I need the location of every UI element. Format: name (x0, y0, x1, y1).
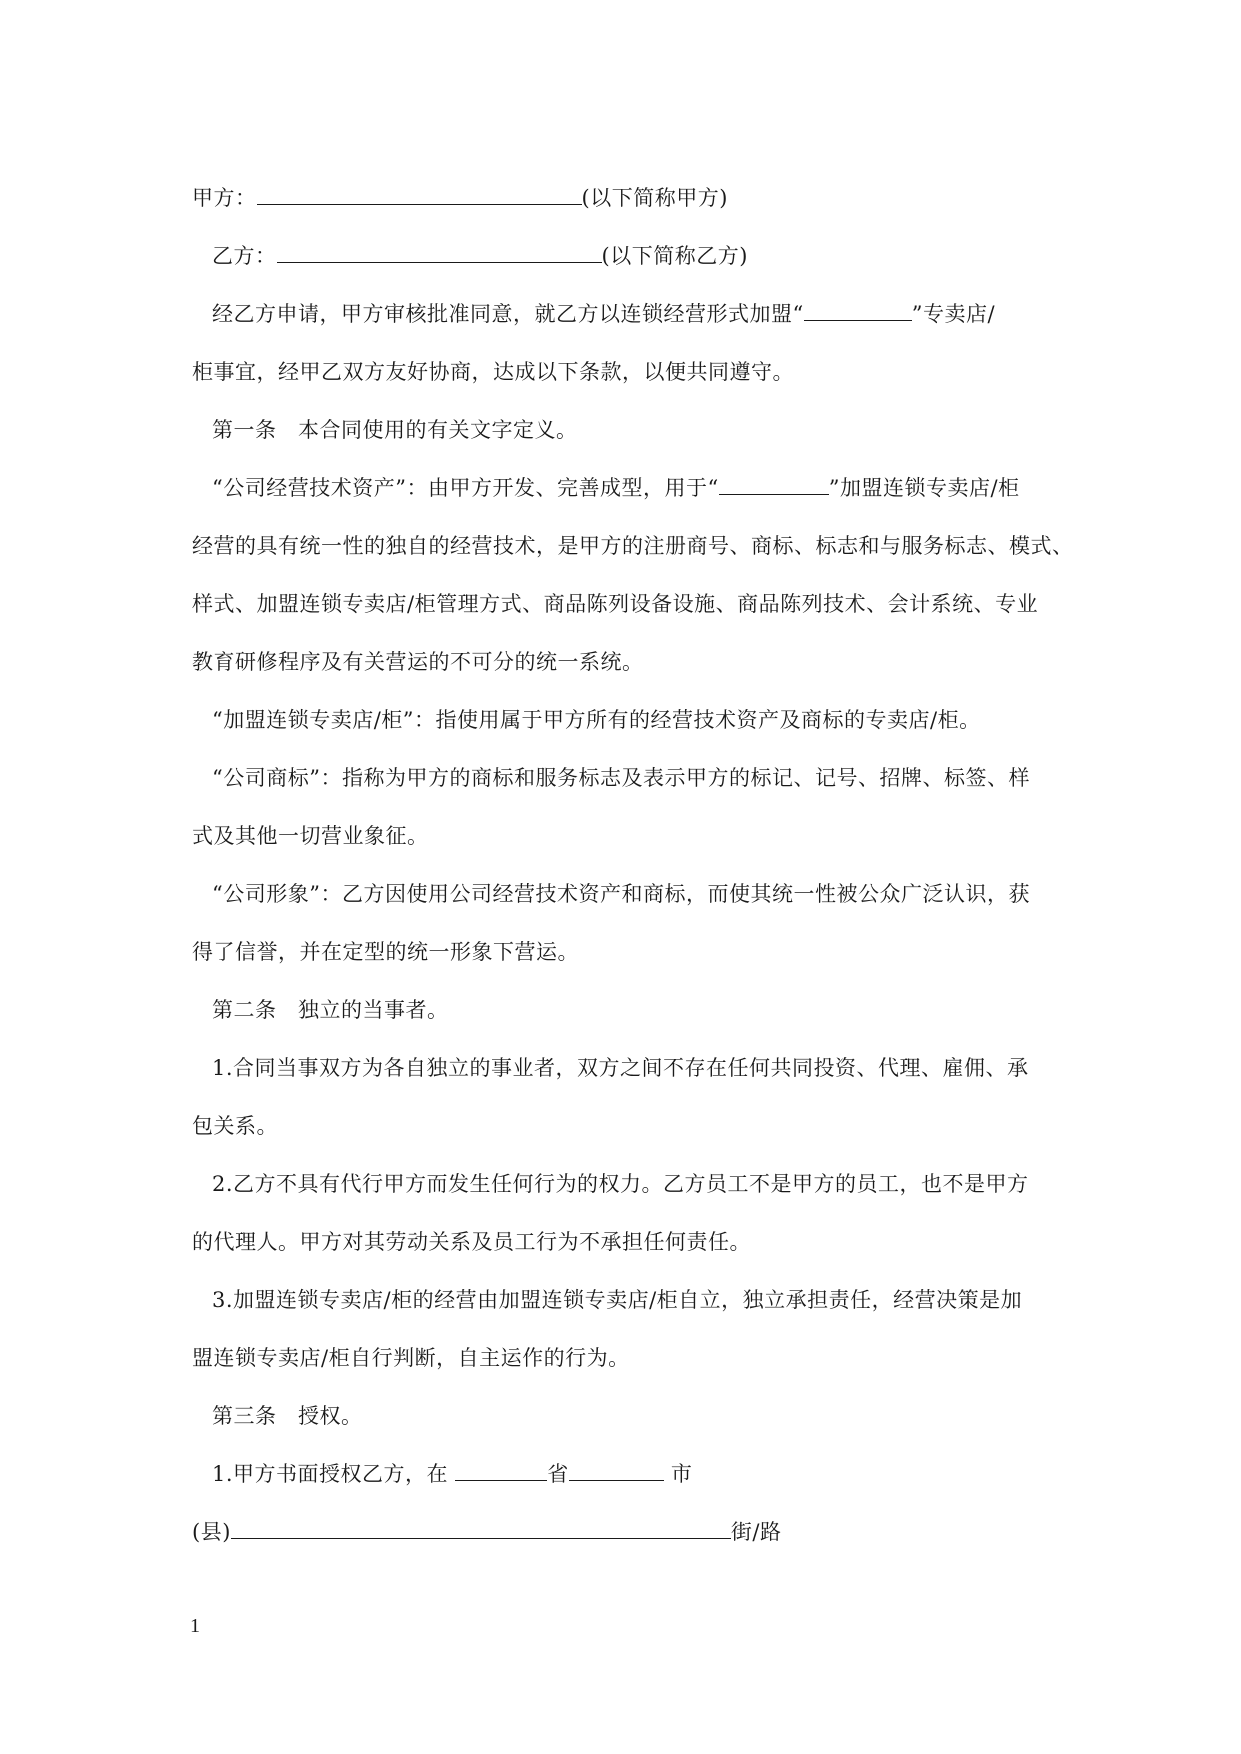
definition-1-line-1 (192, 459, 1052, 517)
party-b-line (192, 227, 1052, 285)
definition-3-line-1: “公司商标”：指称为甲方的商标和服务标志及表示甲方的标记、记号、招牌、标签、样 (212, 766, 1030, 790)
street-label: 街/路 (730, 1520, 782, 1544)
province-label: 省 (547, 1462, 569, 1486)
party-a-blank (257, 182, 582, 205)
definition-2: “加盟连锁专卖店/柜”：指使用属于甲方所有的经营技术资产及商标的专卖店/柜。 (212, 708, 981, 732)
region-blank (455, 1458, 547, 1481)
address-blank (231, 1516, 731, 1539)
brand-blank (804, 298, 912, 321)
definition-1-line-4: 教育研修程序及有关营运的不可分的统一系统。 (192, 650, 644, 674)
definition-1-line-2: 经营的具有统一性的独自的经营技术，是甲方的注册商号、商标、标志和与服务标志、模式、 (192, 534, 1074, 558)
article-3-item-1-line-2 (192, 1503, 1052, 1561)
party-b-suffix: (以下简称乙方) (601, 244, 748, 268)
article-2-item-2-line-2: 的代理人。甲方对其劳动关系及员工行为不承担任何责任。 (192, 1230, 751, 1254)
definition-1-end: ”加盟连锁专卖店/柜 (828, 476, 1020, 500)
contract-body (192, 169, 1074, 1561)
party-a-suffix: (以下简称甲方) (581, 186, 728, 210)
party-b-blank (277, 240, 602, 263)
county-label: (县) (192, 1520, 231, 1544)
intro-line-2: 柜事宜，经甲乙双方友好协商，达成以下条款，以便共同遵守。 (192, 360, 794, 384)
definition-4-line-1: “公司形象”：乙方因使用公司经营技术资产和商标，而使其统一性被公众广泛认识，获 (212, 882, 1030, 906)
article-2-item-1-line-1: 1.合同当事双方为各自独立的事业者，双方之间不存在任何共同投资、代理、雇佣、承 (212, 1056, 1029, 1080)
definition-brand-blank (719, 472, 829, 495)
intro-text-start: 经乙方申请，甲方审核批准同意，就乙方以连锁经营形式加盟“ (212, 302, 804, 326)
page-number: 1 (190, 1615, 200, 1637)
authorization-text: 1.甲方书面授权乙方，在 (212, 1462, 456, 1486)
definition-3-line-2: 式及其他一切营业象征。 (192, 824, 429, 848)
party-b-label: 乙方： (212, 244, 277, 268)
article-2-item-3-line-2: 盟连锁专卖店/柜自行判断，自主运作的行为。 (192, 1346, 630, 1370)
definition-1-line-3: 样式、加盟连锁专卖店/柜管理方式、商品陈列设备设施、商品陈列技术、会计系统、专业 (192, 592, 1039, 616)
article-2-item-3-line-1: 3.加盟连锁专卖店/柜的经营由加盟连锁专卖店/柜自立，独立承担责任，经营决策是加 (212, 1288, 1023, 1312)
article-2-item-2-line-1: 2.乙方不具有代行甲方而发生任何行为的权力。乙方员工不是甲方的员工，也不是甲方 (212, 1172, 1029, 1196)
article-1-heading: 第一条 本合同使用的有关文字定义。 (212, 418, 578, 442)
article-3-item-1-line-1 (192, 1445, 1052, 1503)
definition-1-start: “公司经营技术资产”：由甲方开发、完善成型，用于“ (212, 476, 719, 500)
intro-line-1 (192, 285, 1052, 343)
article-2-heading: 第二条 独立的当事者。 (212, 998, 449, 1022)
province-blank (569, 1458, 664, 1481)
definition-4-line-2: 得了信誉，并在定型的统一形象下营运。 (192, 940, 579, 964)
article-2-item-1-line-2: 包关系。 (192, 1114, 278, 1138)
intro-text-end: ”专卖店/ (911, 302, 996, 326)
article-3-heading: 第三条 授权。 (212, 1404, 363, 1428)
party-a-label: 甲方： (192, 186, 257, 210)
city-label: 市 (663, 1462, 693, 1486)
party-a-line (192, 169, 1052, 227)
